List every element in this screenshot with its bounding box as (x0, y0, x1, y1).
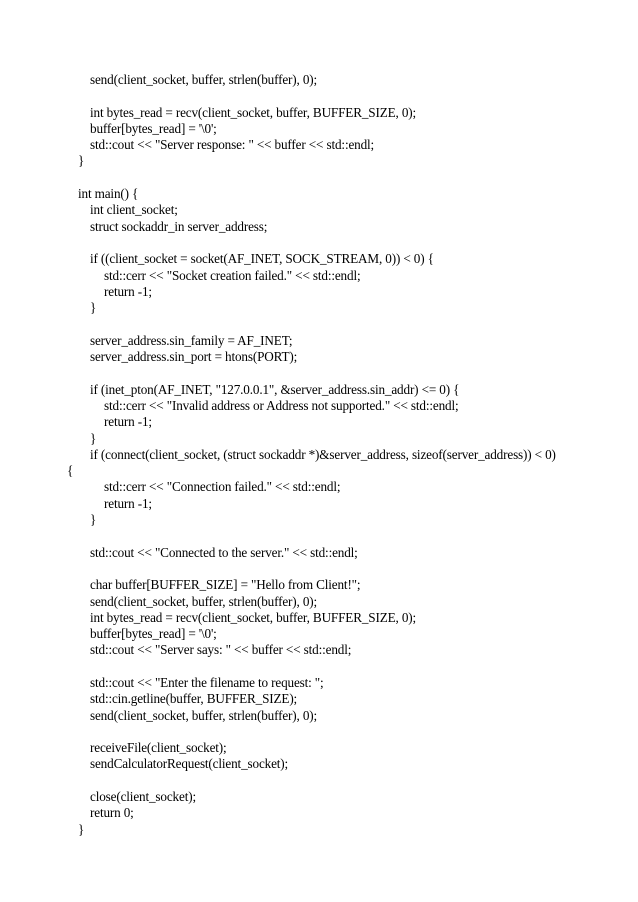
code-line: buffer[bytes_read] = '\0'; (90, 626, 217, 642)
code-line: std::cin.getline(buffer, BUFFER_SIZE); (90, 691, 298, 707)
blank-line (67, 773, 627, 789)
blank-line (67, 724, 627, 740)
blank-line (67, 365, 627, 381)
code-line: return 0; (90, 805, 134, 821)
blank-line (67, 316, 627, 332)
code-line: char buffer[BUFFER_SIZE] = "Hello from Client!"; (90, 577, 361, 593)
blank-line (67, 88, 627, 104)
blank-line (67, 170, 627, 186)
code-line: std::cerr << "Invalid address or Address not supported." << std::endl; (104, 397, 459, 413)
code-line: close(client_socket); (90, 789, 196, 805)
code-line: receiveFile(client_socket); (90, 740, 227, 756)
code-line: if (inet_pton(AF_INET, "127.0.0.1", &server_address.sin_addr) <= 0) { (90, 381, 460, 397)
code-line: sendCalculatorRequest(client_socket); (90, 756, 289, 772)
blank-line (67, 659, 627, 675)
code-line: } (78, 821, 85, 837)
code-line: std::cerr << "Connection failed." << std::endl; (104, 479, 341, 495)
code-line: std::cout << "Server response: " << buffer << std::endl; (90, 137, 375, 153)
blank-line (67, 235, 627, 251)
code-line: int client_socket; (90, 202, 178, 218)
code-line: server_address.sin_family = AF_INET; (90, 332, 293, 348)
code-line: int main() { (78, 186, 139, 202)
code-line: send(client_socket, buffer, strlen(buffer), 0); (90, 707, 318, 723)
code-line: std::cout << "Connected to the server." << std::endl; (90, 544, 358, 560)
code-line: } (90, 430, 97, 446)
code-line: buffer[bytes_read] = '\0'; (90, 120, 217, 136)
code-line: std::cout << "Server says: " << buffer << std::endl; (90, 642, 352, 658)
code-line: return -1; (104, 495, 152, 511)
blank-line (67, 561, 627, 577)
code-line: } (78, 153, 85, 169)
code-line: send(client_socket, buffer, strlen(buffer), 0); (90, 72, 318, 87)
code-line: return -1; (104, 414, 152, 430)
code-line: } (90, 300, 97, 316)
blank-line (67, 528, 627, 544)
code-line: server_address.sin_port = htons(PORT); (90, 349, 298, 365)
code-line: int bytes_read = recv(client_socket, buffer, BUFFER_SIZE, 0); (90, 609, 417, 625)
code-line: int bytes_read = recv(client_socket, buffer, BUFFER_SIZE, 0); (90, 104, 417, 120)
code-listing (67, 72, 627, 838)
code-line: } (90, 512, 97, 528)
code-line: return -1; (104, 283, 152, 299)
code-line: if ((client_socket = socket(AF_INET, SOCK_STREAM, 0)) < 0) { (90, 251, 434, 267)
code-line: std::cerr << "Socket creation failed." << std::endl; (104, 267, 361, 283)
code-line: std::cout << "Enter the filename to request: "; (90, 674, 324, 690)
code-line: send(client_socket, buffer, strlen(buffer), 0); (90, 593, 318, 609)
code-line: if (connect(client_socket, (struct sockaddr *)&server_address, sizeof(server_address)) < 0) (90, 446, 556, 462)
code-line: struct sockaddr_in server_address; (90, 218, 268, 234)
code-line: { (67, 463, 74, 479)
